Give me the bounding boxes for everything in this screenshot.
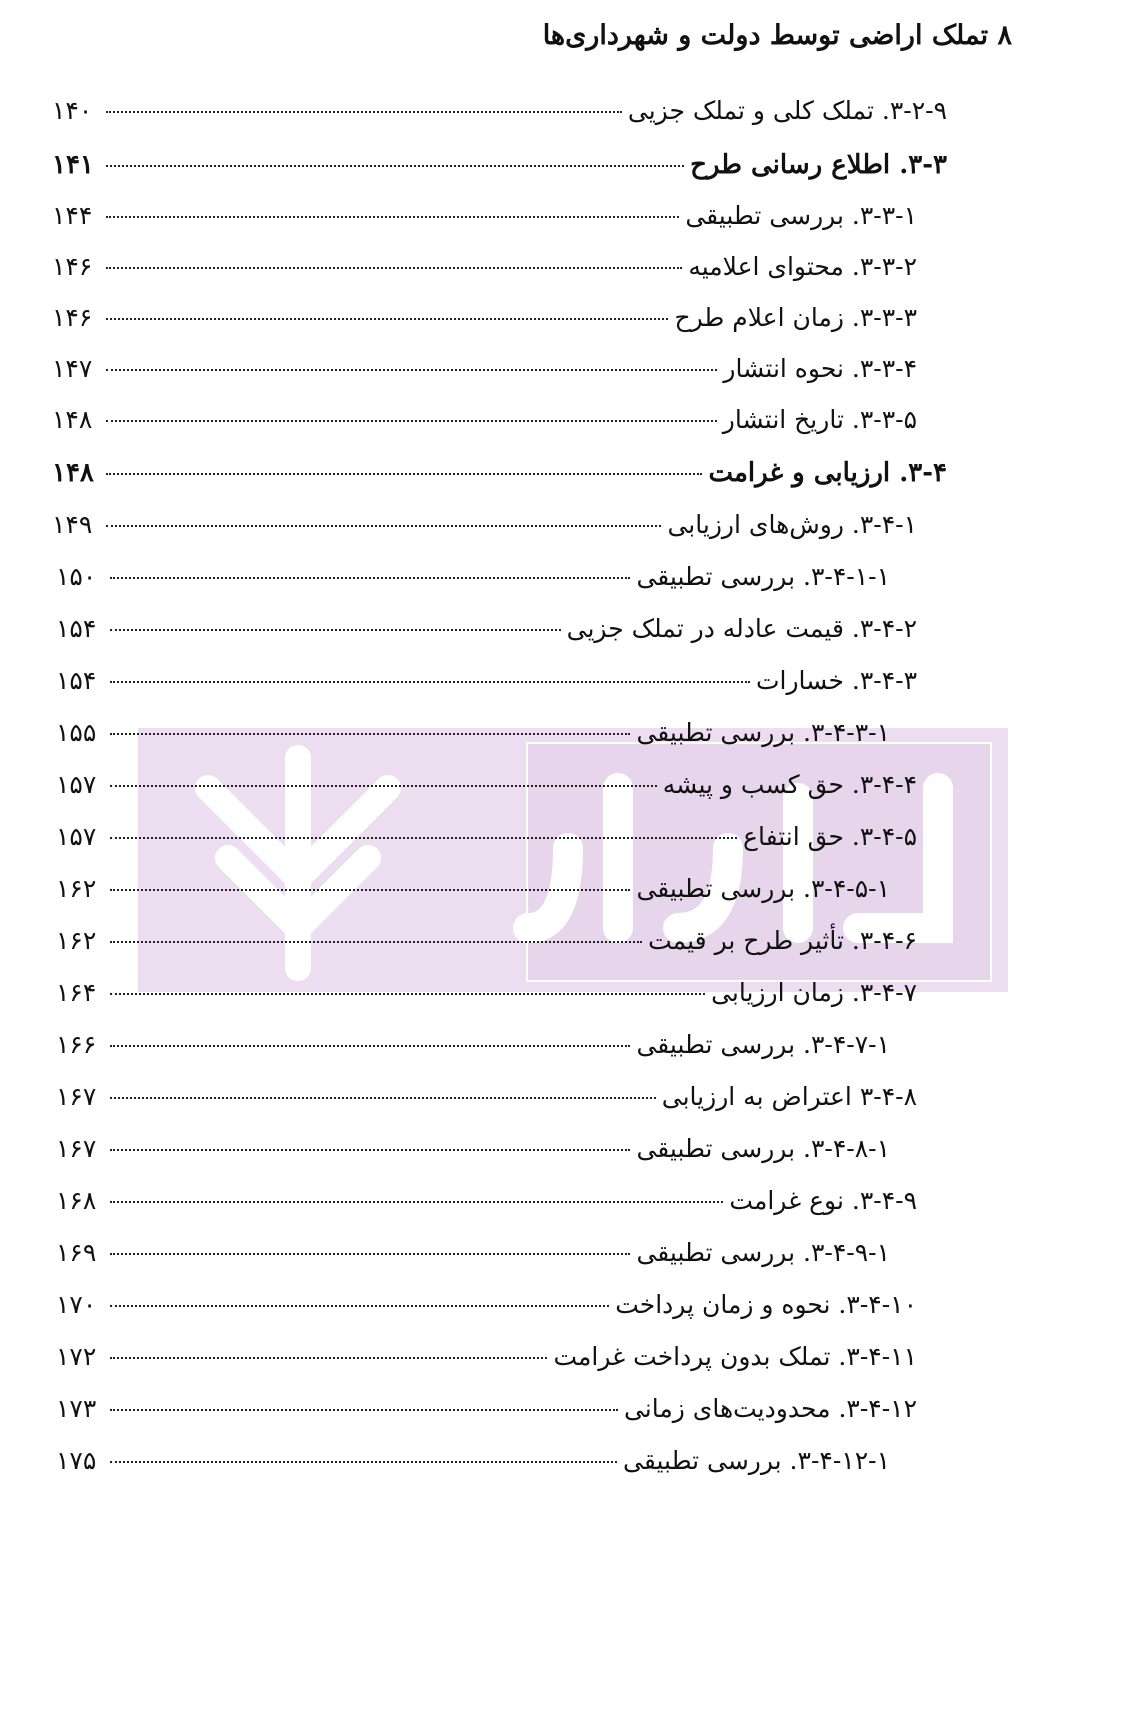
toc-entry-title: ۳-۴-۹-۱. بررسی تطبیقی <box>636 1238 890 1267</box>
toc-entry-title: ۳-۲-۹. تملک کلی و تملک جزیی <box>627 96 947 125</box>
toc-entry-title: ۳-۴. ارزیابی و غرامت <box>708 458 947 488</box>
toc-entry-page: ۱۶۸ <box>56 1186 97 1215</box>
dot-leader <box>106 369 717 371</box>
dot-leader <box>110 1461 617 1463</box>
toc-entry <box>56 1025 890 1065</box>
toc-entry-page: ۱۵۴ <box>56 666 97 695</box>
toc-entry <box>52 505 917 545</box>
toc-entry <box>56 1337 917 1377</box>
toc-entry-page: ۱۵۰ <box>56 562 97 591</box>
dot-leader <box>106 267 682 269</box>
toc-entry-title: ۳-۴-۳. خسارات <box>755 666 917 695</box>
toc-entry <box>56 557 890 597</box>
dot-leader <box>110 941 642 943</box>
toc-entry-title: ۳-۴-۱۲-۱. بررسی تطبیقی <box>623 1446 890 1475</box>
toc-entry <box>56 817 917 857</box>
toc-entry-page: ۱۵۷ <box>56 770 97 799</box>
toc-entry <box>52 145 947 185</box>
dot-leader <box>110 889 630 891</box>
toc-entry-title: ۳-۳. اطلاع رسانی طرح <box>690 150 947 180</box>
toc-entry-page: ۱۴۶ <box>52 252 93 281</box>
toc-entry-page: ۱۶۴ <box>56 978 97 1007</box>
dot-leader <box>110 1409 618 1411</box>
toc-entry-title: ۳-۴-۶. تأثیر طرح بر قیمت <box>648 926 917 955</box>
dot-leader <box>106 111 622 113</box>
toc-entry-title: ۳-۴-۱-۱. بررسی تطبیقی <box>636 562 890 591</box>
toc-entry <box>56 713 890 753</box>
toc-entry-title: ۳-۴-۵-۱. بررسی تطبیقی <box>636 874 890 903</box>
toc-entry-title: ۳-۴-۱۲. محدودیت‌های زمانی <box>623 1394 917 1423</box>
dot-leader <box>106 216 679 218</box>
toc-entry <box>56 869 890 909</box>
toc-entry <box>56 1285 917 1325</box>
toc-entry-page: ۱۶۹ <box>56 1238 97 1267</box>
toc-entry-page: ۱۶۲ <box>56 926 97 955</box>
toc-entry-title: ۳-۳-۱. بررسی تطبیقی <box>685 201 917 230</box>
dot-leader <box>106 525 661 527</box>
toc-entry-title: ۳-۳-۳. زمان اعلام طرح <box>674 303 917 332</box>
dot-leader <box>110 785 657 787</box>
toc-entry-title: ۳-۳-۴. نحوه انتشار <box>723 354 917 383</box>
toc-entry <box>56 1077 917 1117</box>
toc-entry <box>56 765 917 805</box>
toc-entry-page: ۱۴۷ <box>52 354 93 383</box>
toc-entry-page: ۱۷۳ <box>56 1394 97 1423</box>
toc-entry <box>56 973 917 1013</box>
toc-entry-title: ۳-۴-۱۱. تملک بدون پرداخت غرامت <box>553 1342 917 1371</box>
dot-leader <box>106 165 684 167</box>
dot-leader <box>110 1253 630 1255</box>
dot-leader <box>110 629 561 631</box>
toc-entry-page: ۱۶۷ <box>56 1082 97 1111</box>
toc-entry <box>52 349 917 389</box>
toc-entry-page: ۱۴۴ <box>52 201 93 230</box>
toc-entry <box>52 91 947 131</box>
toc-entry-page: ۱۷۵ <box>56 1446 97 1475</box>
toc-entry-page: ۱۶۶ <box>56 1030 97 1059</box>
dot-leader <box>110 837 737 839</box>
toc-entry <box>52 298 917 338</box>
toc-entry-page: ۱۷۰ <box>56 1290 97 1319</box>
toc-entry-page: ۱۶۷ <box>56 1134 97 1163</box>
toc-entry-title: ۳-۴-۳-۱. بررسی تطبیقی <box>636 718 890 747</box>
toc-entry <box>52 453 947 493</box>
dot-leader <box>106 473 702 475</box>
toc-entry-title: ۳-۴-۸-۱. بررسی تطبیقی <box>636 1134 890 1163</box>
toc-entry-title: ۳-۴-۴. حق کسب و پیشه <box>662 770 917 799</box>
toc-entry-page: ۱۵۵ <box>56 718 97 747</box>
toc-entry <box>56 1441 890 1481</box>
dot-leader <box>110 577 630 579</box>
toc-entry-title: ۳-۴-۸ اعتراض به ارزیابی <box>661 1082 917 1111</box>
dot-leader <box>110 681 750 683</box>
toc-entry-title: ۳-۴-۷. زمان ارزیابی <box>711 978 917 1007</box>
dot-leader <box>110 993 705 995</box>
dot-leader <box>110 1045 630 1047</box>
toc-entry-title: ۳-۴-۷-۱. بررسی تطبیقی <box>636 1030 890 1059</box>
page-header-title: ۸ تملک اراضی توسط دولت و شهرداری‌ها <box>542 20 1012 51</box>
dot-leader <box>110 1097 656 1099</box>
toc-entry-title: ۳-۳-۵. تاریخ انتشار <box>722 405 917 434</box>
toc-entry <box>52 196 917 236</box>
toc-entry-page: ۱۵۷ <box>56 822 97 851</box>
toc-entry-page: ۱۴۰ <box>52 96 93 125</box>
toc-entry-page: ۱۴۸ <box>52 405 93 434</box>
dot-leader <box>110 1201 723 1203</box>
toc-entry <box>56 609 917 649</box>
toc-entry-title: ۳-۴-۵. حق انتفاع <box>743 822 917 851</box>
toc-entry-page: ۱۴۶ <box>52 303 93 332</box>
toc-entry-page: ۱۴۹ <box>52 510 93 539</box>
toc-entry <box>56 1233 890 1273</box>
toc-entry-title: ۳-۴-۱. روش‌های ارزیابی <box>667 510 917 539</box>
toc-entry-title: ۳-۴-۹. نوع غرامت <box>729 1186 917 1215</box>
toc-entry <box>56 1181 917 1221</box>
dot-leader <box>110 1305 609 1307</box>
toc-entry <box>56 1389 917 1429</box>
toc-entry-page: ۱۵۴ <box>56 614 97 643</box>
toc-entry <box>56 661 917 701</box>
toc-entry <box>56 921 917 961</box>
toc-entry-page: ۱۴۸ <box>52 458 94 488</box>
toc-entry <box>52 400 917 440</box>
toc-entry-page: ۱۶۲ <box>56 874 97 903</box>
dot-leader <box>110 1357 547 1359</box>
toc-entry-title: ۳-۴-۲. قیمت عادله در تملک جزیی <box>566 614 917 643</box>
dot-leader <box>110 1149 630 1151</box>
toc-entry <box>52 247 917 287</box>
toc-entry <box>56 1129 890 1169</box>
toc-entry-title: ۳-۴-۱۰. نحوه و زمان پرداخت <box>615 1290 917 1319</box>
toc-entry-page: ۱۴۱ <box>52 150 94 180</box>
dot-leader <box>106 318 668 320</box>
dot-leader <box>110 733 630 735</box>
toc-entry-page: ۱۷۲ <box>56 1342 97 1371</box>
toc-entry-title: ۳-۳-۲. محتوای اعلامیه <box>688 252 917 281</box>
dot-leader <box>106 420 717 422</box>
